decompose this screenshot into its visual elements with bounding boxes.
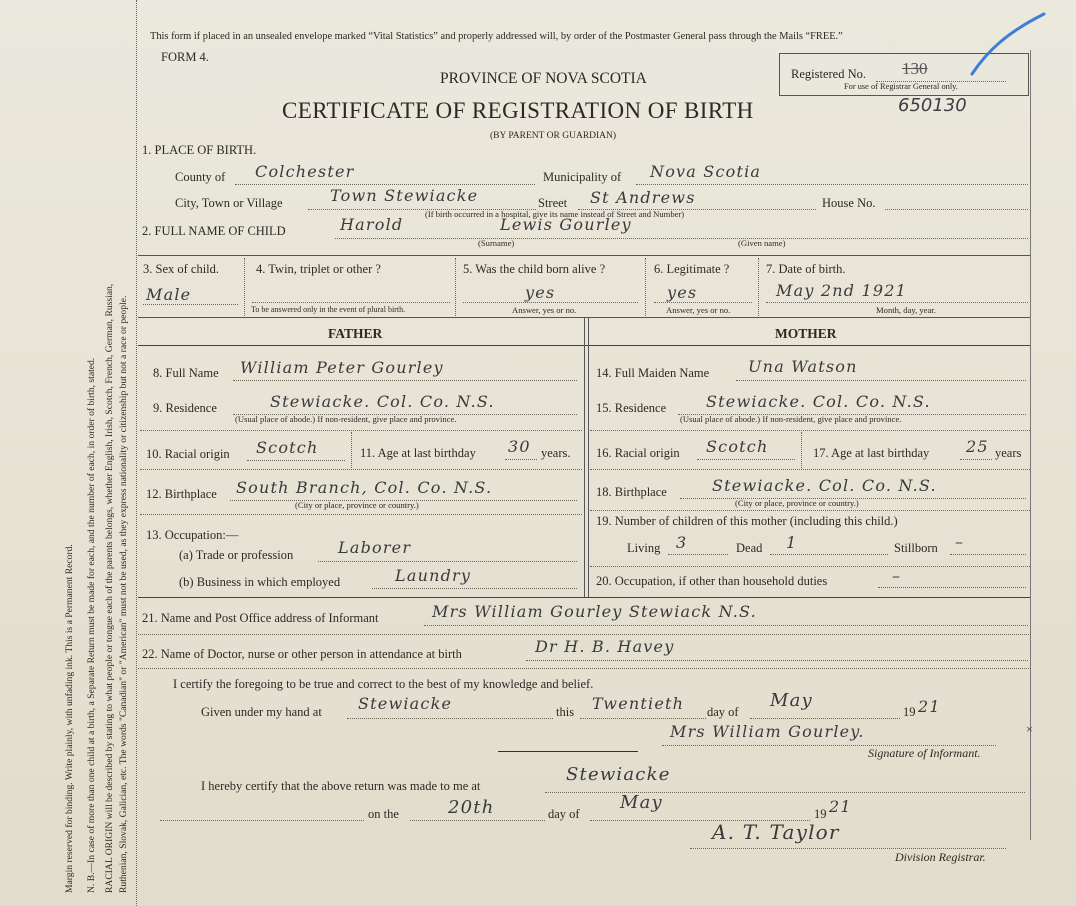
informant-value: Mrs William Gourley Stewiack N.S.	[432, 602, 757, 621]
stillborn-value: –	[955, 532, 965, 551]
month-value: May	[770, 690, 813, 711]
form-number: FORM 4.	[161, 50, 209, 64]
sex-value: Male	[146, 285, 192, 304]
trade-value: Laborer	[338, 538, 412, 557]
mother-age-unit: years	[995, 446, 1022, 460]
county-value: Colchester	[255, 162, 355, 181]
year-suffix: 21	[918, 697, 941, 716]
mother-race-label: 16. Racial origin	[596, 446, 680, 460]
day-value: Twentieth	[592, 694, 685, 713]
given-caption: (Given name)	[738, 238, 786, 248]
day-of-label: day of	[707, 705, 739, 719]
registrar-year-suffix: 21	[829, 797, 852, 816]
on-the-label: on the	[368, 807, 399, 821]
mother-residence-value: Stewiacke. Col. Co. N.S.	[706, 392, 931, 411]
registered-note: For use of Registrar General only.	[844, 82, 958, 91]
twin-label: 4. Twin, triplet or other ?	[256, 262, 381, 276]
blue-check-mark	[968, 10, 1048, 80]
alive-value: yes	[525, 283, 556, 302]
father-occupation-label: 13. Occupation:—	[146, 528, 239, 542]
child-name-label: 2. FULL NAME OF CHILD	[142, 224, 286, 238]
legitimate-value: yes	[667, 283, 698, 302]
registrar-statement: I hereby certify that the above return was made to me at	[201, 779, 481, 793]
mother-residence-label: 15. Residence	[596, 401, 667, 415]
registered-number: 130	[902, 59, 928, 78]
father-birthplace-value: South Branch, Col. Co. N.S.	[236, 478, 493, 497]
business-value: Laundry	[395, 566, 472, 585]
mother-birthplace-label: 18. Birthplace	[596, 485, 667, 499]
father-residence-note: (Usual place of abode.) If non-resident, give place and province.	[235, 414, 457, 424]
mother-birthplace-value: Stewiacke. Col. Co. N.S.	[712, 476, 937, 495]
city-label: City, Town or Village	[175, 196, 283, 210]
alive-note: Answer, yes or no.	[512, 305, 577, 315]
birth-date-value: May 2nd 1921	[776, 281, 907, 300]
sex-label: 3. Sex of child.	[143, 262, 220, 276]
birth-date-note: Month, day, year.	[876, 305, 936, 315]
children-count-label: 19. Number of children of this mother (including this child.)	[596, 514, 898, 528]
mother-age-value: 25	[966, 437, 989, 456]
registered-label: Registered No.	[791, 67, 866, 81]
father-name-value: William Peter Gourley	[240, 358, 444, 377]
father-birthplace-note: (City or place, province or country.)	[295, 500, 419, 510]
doctor-value: Dr H. B. Havey	[535, 637, 675, 656]
mother-residence-note: (Usual place of abode.) If non-resident, give place and province.	[680, 414, 902, 424]
stamp-number: 650130	[898, 95, 967, 116]
father-residence-label: 9. Residence	[153, 401, 217, 415]
living-value: 3	[676, 533, 688, 552]
registrar-month-value: May	[620, 792, 663, 813]
child-surname-value: Harold	[340, 215, 404, 234]
given-label: Given under my hand at	[201, 705, 322, 719]
registrar-place-value: Stewiacke	[566, 764, 671, 785]
father-age-unit: years.	[541, 446, 571, 460]
signature-cross-mark: ×	[1026, 722, 1033, 736]
informant-label: 21. Name and Post Office address of Informant	[142, 611, 379, 625]
father-race-label: 10. Racial origin	[146, 447, 230, 461]
registrar-day-of-label: day of	[548, 807, 580, 821]
legitimate-label: 6. Legitimate ?	[654, 262, 730, 276]
province-title: PROVINCE OF NOVA SCOTIA	[440, 70, 647, 87]
dead-value: 1	[786, 533, 798, 552]
father-birthplace-label: 12. Birthplace	[146, 487, 217, 501]
certificate-title: CERTIFICATE OF REGISTRATION OF BIRTH	[282, 98, 754, 123]
mother-race-value: Scotch	[706, 437, 769, 456]
municipality-value: Nova Scotia	[650, 162, 762, 181]
registrar-day-value: 20th	[448, 797, 495, 818]
living-label: Living	[627, 541, 661, 555]
county-label: County of	[175, 170, 226, 184]
informant-signature: Mrs William Gourley.	[670, 722, 865, 741]
year-prefix: 19	[903, 705, 916, 719]
street-value: St Andrews	[590, 188, 696, 207]
legitimate-note: Answer, yes or no.	[666, 305, 731, 315]
mother-name-value: Una Watson	[748, 357, 858, 376]
father-name-label: 8. Full Name	[153, 366, 219, 380]
trade-label: (a) Trade or profession	[179, 548, 294, 562]
hospital-note: (If birth occurred in a hospital, give its name instead of Street and Number)	[425, 209, 685, 219]
registrar-year-prefix: 19	[814, 807, 827, 821]
father-age-value: 30	[508, 437, 531, 456]
informant-signature-label: Signature of Informant.	[868, 746, 981, 760]
mother-occupation-label: 20. Occupation, if other than household duties	[596, 574, 828, 588]
given-place-value: Stewiacke	[358, 694, 453, 713]
mother-heading: MOTHER	[775, 326, 837, 341]
certify-statement: I certify the foregoing to be true and correct to the best of my knowledge and belief.	[173, 677, 594, 691]
alive-label: 5. Was the child born alive ?	[463, 262, 606, 276]
stillborn-label: Stillborn	[894, 541, 938, 555]
margin-note-binding: Margin reserved for binding. Write plainly, with unfading ink. This is a Permanent Record.	[64, 544, 75, 893]
house-label: House No.	[822, 196, 876, 210]
registrar-signature: A. T. Taylor	[712, 820, 840, 844]
father-race-value: Scotch	[256, 438, 319, 457]
twin-note: To be answered only in the event of plural birth.	[251, 305, 406, 314]
father-heading: FATHER	[328, 326, 383, 341]
mother-name-label: 14. Full Maiden Name	[596, 366, 710, 380]
street-label: Street	[538, 196, 568, 210]
place-section-label: 1. PLACE OF BIRTH.	[142, 143, 257, 157]
business-label: (b) Business in which employed	[179, 575, 341, 589]
mother-occupation-value: –	[892, 566, 902, 585]
surname-caption: (Surname)	[478, 238, 515, 248]
city-value: Town Stewiacke	[330, 186, 479, 205]
margin-note-racial-origin: RACIAL ORIGIN will be described by stating to what people or tongue each of the parents belongs, whether English, Irish, Scotch, French, German, Russian,	[104, 283, 115, 893]
municipality-label: Municipality of	[543, 170, 622, 184]
dead-label: Dead	[736, 541, 763, 555]
registrar-signature-label: Division Registrar.	[895, 850, 986, 864]
margin-note-multiple-births: N. B.—In case of more than one child at a birth, a Separate Return must be made for each, and the number of each, in order of birth, stated.	[86, 357, 97, 893]
certificate-subtitle: (BY PARENT OR GUARDIAN)	[490, 131, 617, 141]
child-given-value: Lewis Gourley	[500, 215, 632, 234]
father-residence-value: Stewiacke. Col. Co. N.S.	[270, 392, 495, 411]
mother-birthplace-note: (City or place, province or country.)	[735, 498, 859, 508]
mother-age-label: 17. Age at last birthday	[813, 446, 930, 460]
mail-notice: This form if placed in an unsealed envelope marked “Vital Statistics” and properly addressed will, by order of the Postmaster General pass through the Mails “FREE.”	[150, 31, 843, 42]
margin-note-racial-origin-cont: Ruthenian, Slovak, Galician, etc. The words "Canadian" or "American" must not be used, as they express nationality or citizenship but not a race or people.	[118, 295, 129, 893]
father-age-label: 11. Age at last birthday	[360, 446, 476, 460]
doctor-label: 22. Name of Doctor, nurse or other person in attendance at birth	[142, 647, 462, 661]
this-label: this	[556, 705, 575, 719]
birth-date-label: 7. Date of birth.	[766, 262, 846, 276]
